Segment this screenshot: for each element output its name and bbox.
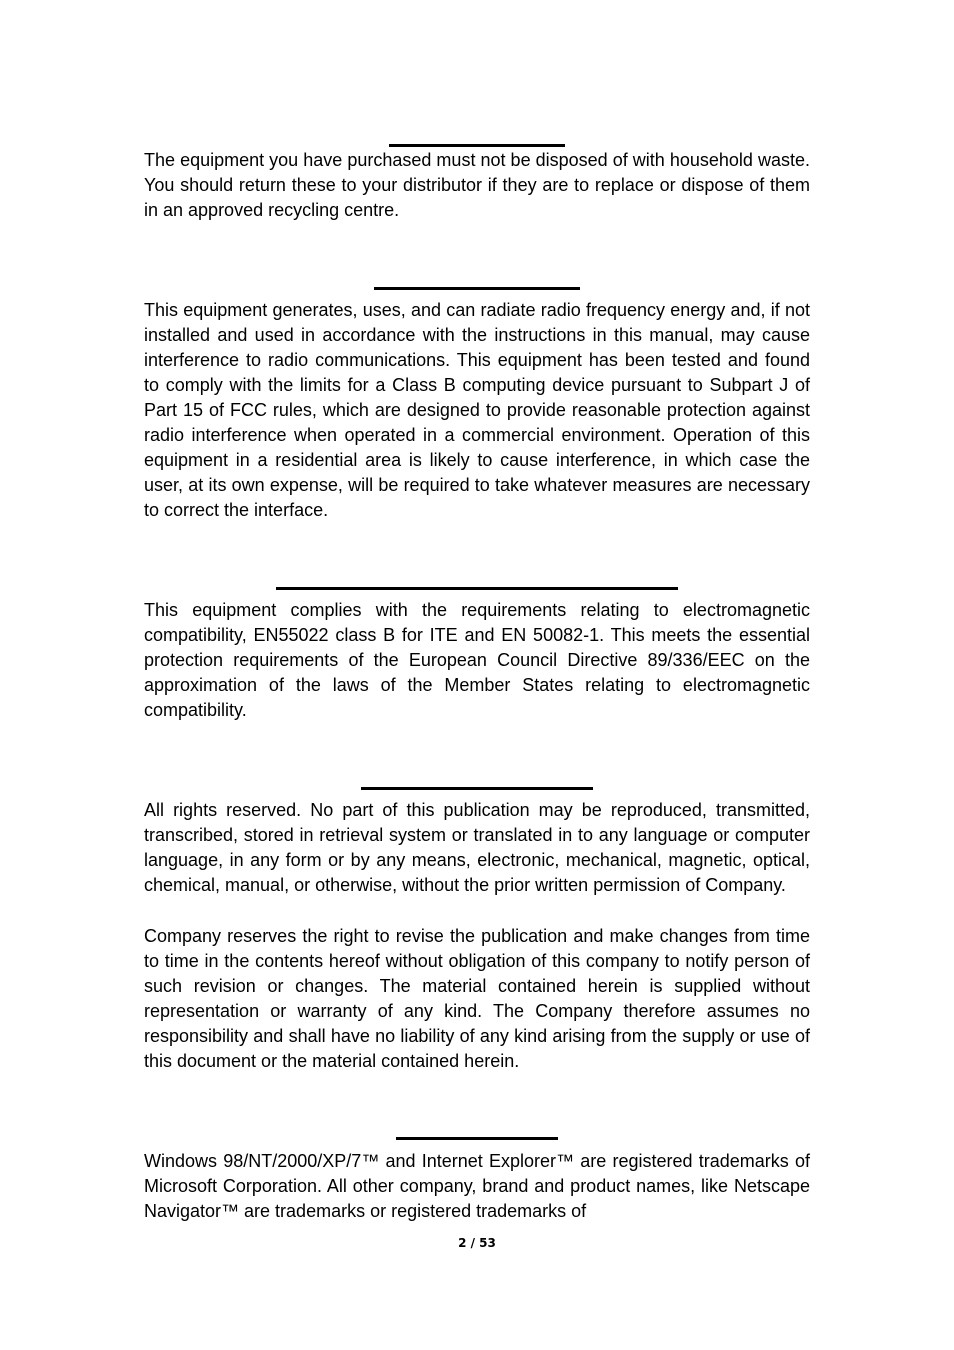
section-heading-rule [276,587,678,590]
section-heading-rule [361,787,593,790]
section-heading-rule [389,144,565,147]
page-number: 2 / 53 [458,1236,496,1250]
disposal-paragraph: The equipment you have purchased must not be disposed of with household waste. You should return these to your distributor if they are to replace or dispose of them in an approved recycling centre. [144,150,810,220]
fcc-paragraph: This equipment generates, uses, and can radiate radio frequency energy and, if not installed and used in accordance with the instructions in this manual, may cause interference to radio communications. This equipment has been tested and found to comply with the limits for a Class B computing device pursuant to Subpart J of Part 15 of FCC rules, which are designed to provide reasonable protection against radio interference when operated in a commercial environment. Operation of this equipment in a residential area is likely to cause interference, in which case the user, at its own expense, will be required to take whatever measures are necessary to correct the interface. [144,300,810,520]
trademarks-paragraph: Windows 98/NT/2000/XP/7™ and Internet Explorer™ are registered trademarks of Microsoft Corporation. All other company, brand and product names, like Netscape Navigator™ are trademarks or registered trademarks of [144,1151,810,1221]
section-heading-rule [374,287,580,290]
ce-paragraph: This equipment complies with the requirements relating to electromagnetic compatibility, EN55022 class B for ITE and EN 50082-1. This meets the essential protection requirements of the European Council Directive 89/336/EEC on the approximation of the laws of the Member States relating to electromagnetic compatibility. [144,600,810,720]
copyright-paragraph-2: Company reserves the right to revise the publication and make changes from time to time in the contents hereof without obligation of this company to notify person of such revision or changes. The material contained herein is supplied without representation or warranty of any kind. The Company therefore assumes no responsibility and shall have no liability of any kind arising from the supply or use of this document or the material contained herein. [144,926,810,1071]
copyright-paragraph: All rights reserved. No part of this publication may be reproduced, transmitted, transcribed, stored in retrieval system or translated in to any language or computer language, in any form or by any means, electronic, mechanical, magnetic, optical, chemical, manual, or otherwise, without the prior written permission of Company. [144,800,810,895]
section-heading-rule [396,1137,558,1140]
